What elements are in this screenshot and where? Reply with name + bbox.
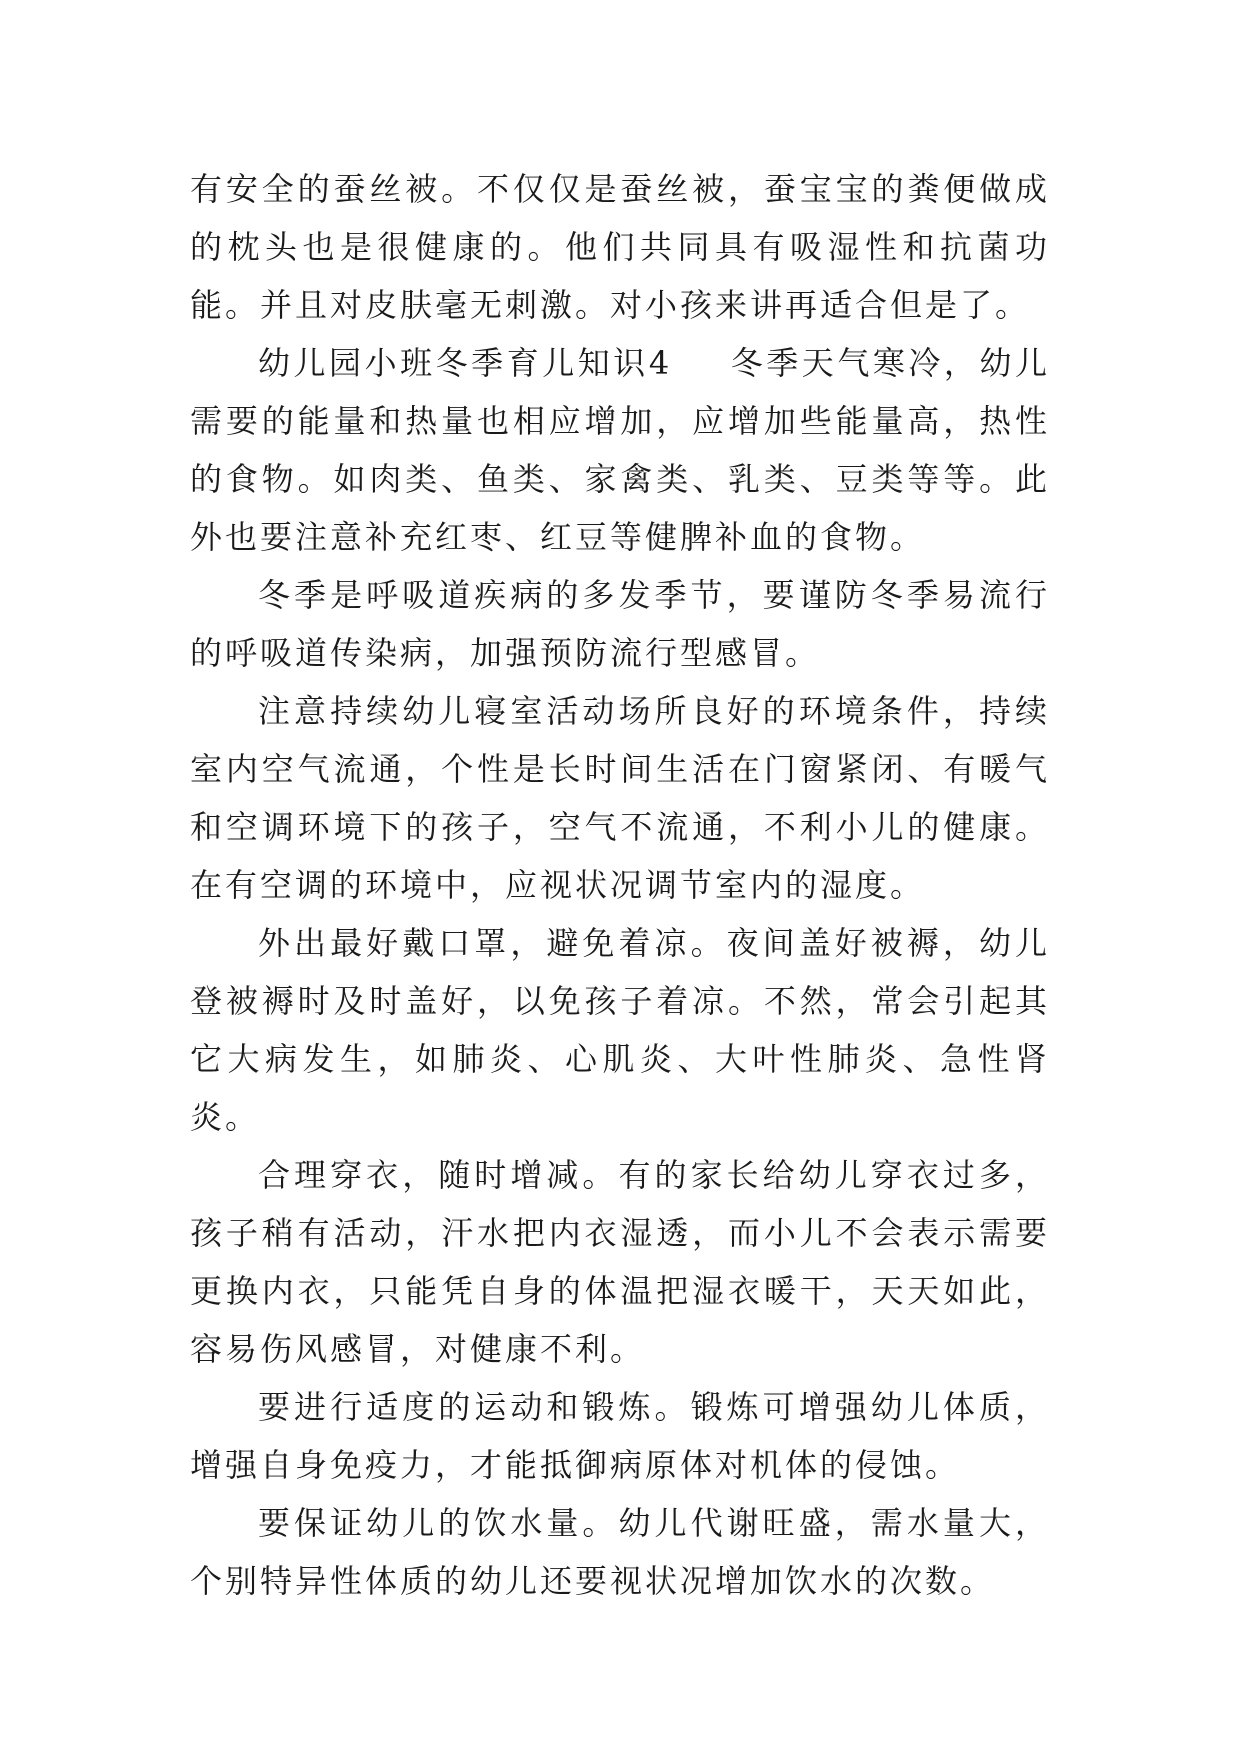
paragraph: 冬季是呼吸道疾病的多发季节，要谨防冬季易流行的呼吸道传染病，加强预防流行型感冒。 [190, 576, 1050, 672]
paragraph: 合理穿衣，随时增减。有的家长给幼儿穿衣过多，孩子稍有活动，汗水把内衣湿透，而小儿不会表示需要更换内衣，只能凭自身的体温把湿衣暖干，天天如此，容易伤风感冒，对健康不利。 [190, 1156, 1050, 1368]
paragraph-with-heading [190, 334, 1050, 566]
paragraph: 有安全的蚕丝被。不仅仅是蚕丝被，蚕宝宝的粪便做成的枕头也是很健康的。他们共同具有吸湿性和抗菌功能。并且对皮肤毫无刺激。对小孩来讲再适合但是了。 [190, 170, 1050, 324]
paragraph: 外出最好戴口罩，避免着凉。夜间盖好被褥，幼儿登被褥时及时盖好，以免孩子着凉。不然，常会引起其它大病发生，如肺炎、心肌炎、大叶性肺炎、急性肾炎。 [190, 924, 1050, 1136]
paragraph: 要保证幼儿的饮水量。幼儿代谢旺盛，需水量大，个别特异性体质的幼儿还要视状况增加饮水的次数。 [190, 1504, 1050, 1600]
paragraph: 注意持续幼儿寝室活动场所良好的环境条件，持续室内空气流通，个性是长时间生活在门窗紧闭、有暖气和空调环境下的孩子，空气不流通，不利小儿的健康。在有空调的环境中，应视状况调节室内的湿度。 [190, 692, 1050, 904]
document-body [190, 160, 1050, 1610]
section-heading: 幼儿园小班冬季育儿知识4 [258, 344, 673, 382]
paragraph: 要进行适度的运动和锻炼。锻炼可增强幼儿体质，增强自身免疫力，才能抵御病原体对机体的侵蚀。 [190, 1388, 1050, 1484]
paragraph-text: 冬季天气寒冷，幼儿需要的能量和热量也相应增加，应增加些能量高，热性的食物。如肉类、鱼类、家禽类、乳类、豆类等等。此外也要注意补充红枣、红豆等健脾补血的食物。 [190, 344, 1050, 556]
